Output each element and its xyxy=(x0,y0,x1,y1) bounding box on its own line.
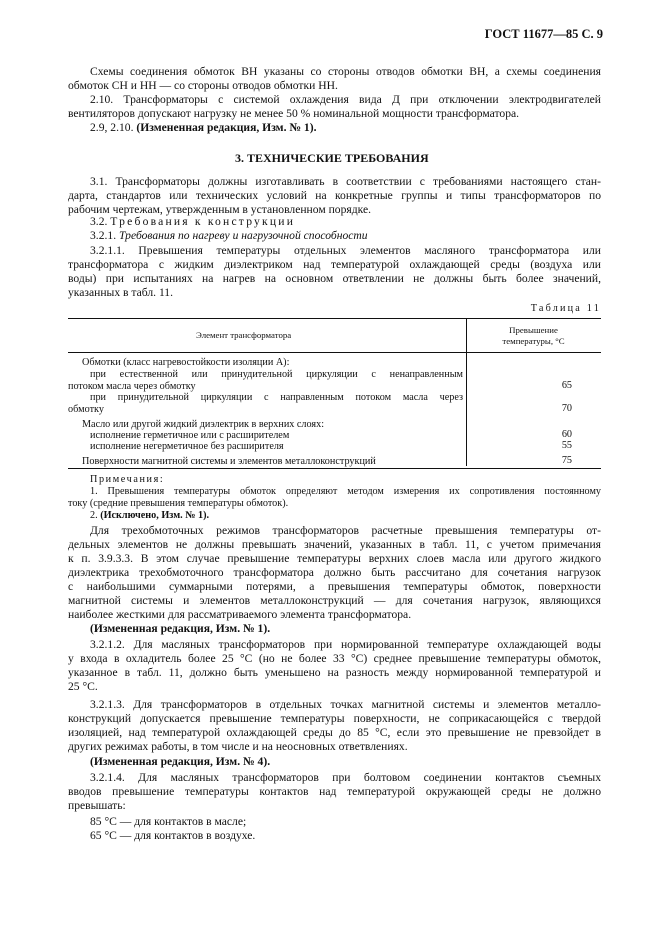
s31-line-2: дарта, стандартов или технических условий на конкретные группы и типы трансформаторов по xyxy=(68,189,601,202)
note-1-line-1: 1. Превышения температуры обмоток определяют методом измерения их сопротивления постоянному xyxy=(90,486,601,497)
p3214-line-4: 85 °С — для контактов в масле; xyxy=(90,815,247,828)
table-row-windings-b1: при принудительной циркуляции с направленным потоком масла через xyxy=(90,392,463,403)
s3211-line-2: трансформатора с жидким диэлектриком над температурой охлаждающей среды (воздуха или xyxy=(68,258,601,271)
p3-line-4: диэлектрика трехобмоточного трансформатора должно быть рассчитано для сочетания нагрузок xyxy=(68,566,601,579)
p3212-line-2: у входа в охладитель более 25 °С (но не более 33 °С) среднее превышение температуры обмоток, xyxy=(68,652,601,665)
table-row-windings: Обмотки (класс нагревостойкости изоляции А): xyxy=(82,357,290,368)
p3-line-1: Для трехобмоточных режимов трансформаторов расчетные превышения температуры от- xyxy=(90,524,601,537)
s31-line-3: рабочим чертежам, утвержденным в установленном порядке. xyxy=(68,203,371,216)
s31-line-1: 3.1. Трансформаторы должны изготавливать в соответствии с требованиями настоящего стан- xyxy=(90,175,601,188)
table-value-oil-a: 60 xyxy=(561,429,572,440)
p3-amendment: (Измененная редакция, Изм. № 1). xyxy=(90,622,271,635)
s321-text: Требования по нагреву и нагрузочной способности xyxy=(119,229,368,242)
p3212-line-4: 25 °С. xyxy=(68,680,98,693)
table-value-oil-b: 55 xyxy=(561,440,572,451)
table-value-windings-a: 65 xyxy=(561,380,572,391)
table-row-windings-b2: обмотку xyxy=(68,404,104,415)
table-value-magnetic: 75 xyxy=(561,455,572,466)
table-top-rule xyxy=(68,318,601,319)
intro-line-4: вентиляторов допускают нагрузку не менее 50 % номинальной мощности трансформатора. xyxy=(68,107,520,120)
table-col1-header: Элемент трансформатора xyxy=(196,330,292,340)
s3211-line-3: воды) при испытаниях на нагрев на основном ответвлении не должны быть более значений, xyxy=(68,272,601,285)
table-row-windings-a1: при естественной или принудительной циркуляции с ненаправленным xyxy=(90,369,463,380)
p3-line-3: к п. 3.9.3.3. В этом случае превышение температуры верхних слоев масла или другого жидкого xyxy=(68,552,601,565)
note-2-num: 2. xyxy=(90,510,98,521)
s32-heading xyxy=(90,215,295,229)
table-col2-header-line1: Превышение xyxy=(509,325,558,335)
p3213-amendment: (Измененная редакция, Изм. № 4). xyxy=(90,755,271,768)
p3213-line-4: других режимах работы, в том числе и на неосновных ответвлениях. xyxy=(68,740,408,753)
p3213-line-3: изоляцией, над температурой охлаждающей среды до 85 °С, если это превышение не превзойдет в xyxy=(68,726,601,739)
table-bottom-rule xyxy=(68,468,601,469)
table-col2-header-line2: температуры, °С xyxy=(502,336,565,346)
amendment-bold: (Измененная редакция, Изм. № 1). xyxy=(136,121,317,134)
p3212-line-1: 3.2.1.2. Для масляных трансформаторов при нормированной температуре охлаждающей воды xyxy=(90,638,601,651)
intro-line-1: Схемы соединения обмоток ВН указаны со стороны отводов обмотки ВН, а схемы соединения xyxy=(90,65,601,78)
notes-title: Примечания: xyxy=(90,474,165,485)
intro-line-2: обмоток СН и НН — со стороны отводов обмотки НН. xyxy=(68,79,338,92)
table-header-rule xyxy=(68,352,601,353)
p3214-line-5: 65 °С — для контактов в воздухе. xyxy=(90,829,256,842)
amendment-clauses: 2.9, 2.10. xyxy=(90,121,134,134)
note-1-line-2: току (средние превышения температуры обмоток). xyxy=(68,498,289,509)
p3-line-7: наиболее жесткими для рассматриваемого элемента трансформатора. xyxy=(68,608,412,621)
p3213-line-2: конструкций допускается превышение температуры поверхности, не соприкасающейся с твердой xyxy=(68,712,601,725)
p3-line-5: с наибольшими суммарными потерями, а превышения температуры обмоток, поверхности xyxy=(68,580,601,593)
s32-num: 3.2. xyxy=(90,215,108,228)
table-row-windings-a2: потоком масла через обмотку xyxy=(68,381,196,392)
p3214-line-1: 3.2.1.4. Для масляных трансформаторов при болтовом соединении контактов съемных xyxy=(90,771,601,784)
note-2-bold: (Исключено, Изм. № 1). xyxy=(100,510,210,521)
p3214-line-3: превышать: xyxy=(68,799,126,812)
intro-line-3: 2.10. Трансформаторы с системой охлаждения вида Д при отключении электродвигателей xyxy=(90,93,601,106)
table-row-oil-b: исполнение негерметичное без расширителя xyxy=(90,441,284,452)
note-2 xyxy=(90,510,209,523)
table-row-oil-a: исполнение герметичное или с расширителем xyxy=(90,430,290,441)
p3213-line-1: 3.2.1.3. Для трансформаторов в отдельных точках магнитной системы и элементов металло- xyxy=(90,698,601,711)
table-row-magnetic: Поверхности магнитной системы и элементов металлоконструкций xyxy=(82,456,376,467)
table-row-oil: Масло или другой жидкий диэлектрик в верхних слоях: xyxy=(82,419,325,430)
p3-line-2: дельных элементов не должны превышать значений, указанных в табл. 11, с учетом примечания xyxy=(68,538,601,551)
p3212-line-3: указанное в табл. 11, должно быть уменьшено на разность между нормированной температурой и xyxy=(68,666,601,679)
table-value-windings-b: 70 xyxy=(561,403,572,414)
p3214-line-2: вводов превышение температуры контактов над температурой окружающей среды не должно xyxy=(68,785,601,798)
s3211-line-4: указанных в табл. 11. xyxy=(68,286,174,299)
section-title: 3. ТЕХНИЧЕСКИЕ ТРЕБОВАНИЯ xyxy=(235,151,429,165)
s321-num: 3.2.1. xyxy=(90,229,117,242)
page-header-code: ГОСТ 11677—85 С. 9 xyxy=(484,27,603,41)
p3-line-6: магнитной системы и элементов металлоконструкций — для сочетания нагрузок, являющихся xyxy=(68,594,601,607)
s3211-line-1: 3.2.1.1. Превышения температуры отдельных элементов масляного трансформатора или xyxy=(90,244,601,257)
amendment-note-1 xyxy=(90,121,316,135)
table-caption: Таблица 11 xyxy=(530,303,601,314)
s32-text: Требования к конструкции xyxy=(110,215,296,228)
s321-heading xyxy=(90,229,368,243)
